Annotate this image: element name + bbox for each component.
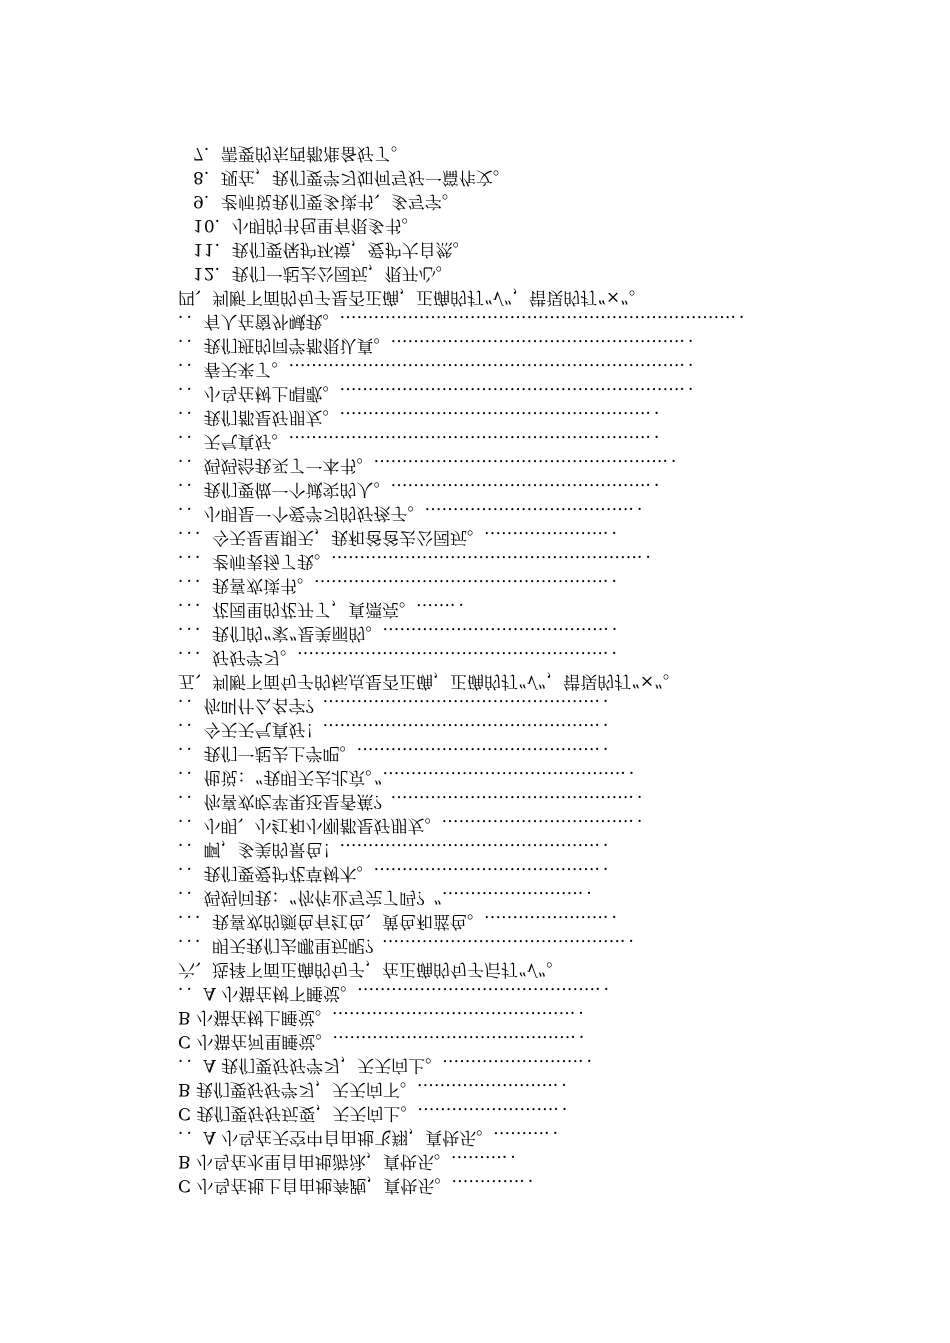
list-item: ．．我们都是好朋友。………………………………………………．． (178, 407, 671, 427)
list-item: ．．小鸟在树上唱歌。……………………………………………………．． (178, 383, 705, 403)
list-item: ．．．我喜欢的颜色有红色、黄色和蓝色。…………………．． (178, 911, 629, 931)
list-item: ．．今天天气真好！…………………………………………．． (178, 719, 620, 739)
list-item: ．．小明是一个爱学习的好孩子。………………………………．． (178, 503, 654, 523)
list-item: ．．A 我们要好好学习，天天向上。……………………．． (178, 1055, 604, 1075)
list-item: 11．我们要保护环境，爱护大自然。 (193, 239, 470, 259)
list-item: ．．．明天我们去哪里玩呢？……………………………………．． (178, 935, 646, 955)
list-item: ．．A 小猫在树下睡觉。……………………………………．． (178, 983, 621, 1003)
list-item: 9．老师说我们要多读书、多写字。 (193, 191, 459, 211)
list-item: C 小鸟在地上自由地奔跑，真快乐。…………．． (178, 1175, 545, 1195)
list-item: ．．．我喜欢读书。……………………………………………．． (178, 575, 629, 595)
list-item: 8．现在，我们要学习如何写好一篇作文。 (193, 167, 510, 187)
list-item: 12．我们一起去公园玩，很开心。 (193, 263, 453, 283)
list-item: B 小鸟在水里自由地游泳，真快乐。………．． (178, 1151, 528, 1171)
list-item: ．．A 小鸟在天空中自由地飞翔，真快乐。………．． (178, 1127, 570, 1147)
list-item: C 我们要好好玩耍，天天向上。……………………．． (178, 1103, 579, 1123)
list-item: ．．．今天是星期天，我和爸爸去公园玩。…………………．． (178, 527, 629, 547)
section-heading: 四、判断下面的句子是否正确，正确的打“√”，错误的打“×”。 (178, 287, 646, 307)
list-item: 10．小明的书包里有很多书。 (193, 215, 419, 235)
list-item: B 我们要好好学习，天天向下。……………………．． (178, 1079, 579, 1099)
list-item: 7．需要的东西都准备好了。 (193, 143, 408, 163)
list-item: ．．他说：“我明天去北京。”……………………………………．． (178, 767, 646, 787)
list-item: ．．妈妈给我买了一本书。……………………………………………．． (178, 455, 688, 475)
list-item: ．．春天来了。……………………………………………………………．． (178, 359, 705, 379)
list-item: C 小猫在河里睡觉。……………………………………．． (178, 1031, 596, 1051)
section-heading: 五、判断下面句子的标点是否正确，正确的打“√”，错误的打“×”。 (178, 671, 680, 691)
list-item: ．．我们班的同学都很认真。……………………………………………．． (178, 335, 705, 355)
list-item: ．．妈妈问我：“你作业写完了吗？”……………………．． (178, 887, 604, 907)
list-item: ．．天气真好。………………………………………………………．． (178, 431, 671, 451)
list-item: ．．我们要爱护花草树木。…………………………………．． (178, 863, 620, 883)
section-heading: 六、选择下面正确的句子，在正确的句子后打“√”。 (178, 959, 564, 979)
list-item: ．．我们一起去上学吧。……………………………………．． (178, 743, 620, 763)
list-item: ．．我们要做一个诚实的人。………………………………………．． (178, 479, 671, 499)
list-item: ．．．我们的“家”是美丽的。…………………………………．． (178, 623, 629, 643)
list-item: ．．啊，多美的景色！………………………………………．． (178, 839, 620, 859)
list-item: ．．有人在窗外喊我。……………………………………………………………．． (178, 311, 756, 331)
list-item: ．．你喜欢吃苹果还是香蕉？……………………………………．． (178, 791, 654, 811)
list-item: ．．小明、小红和小刚都是好朋友。……………………………．． (178, 815, 654, 835)
list-item: ．．．好好学习。………………………………………………．． (178, 647, 629, 667)
list-item: B 小猫在树上睡觉。……………………………………．． (178, 1007, 596, 1027)
list-item: ．．．老师表扬了我。………………………………………………．． (178, 551, 663, 571)
list-item: ．．．花园里的花开了，真漂亮。……．． (178, 599, 476, 619)
list-item: ．．你叫什么名字？…………………………………………．． (178, 695, 620, 715)
